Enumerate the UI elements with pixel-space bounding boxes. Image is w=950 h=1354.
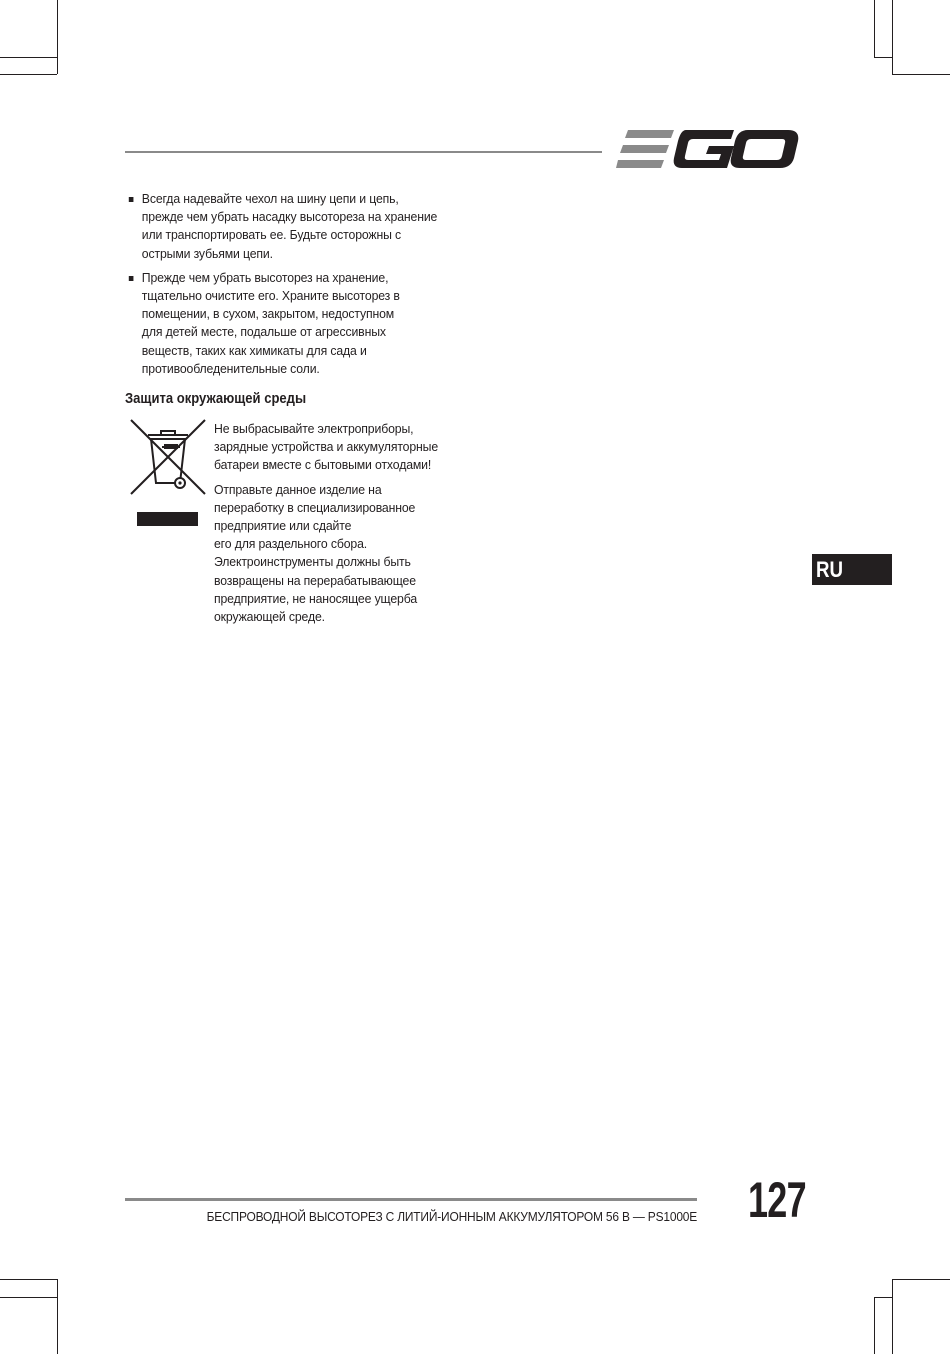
crop-mark: [892, 74, 950, 75]
section-title: Защита окружающей среды: [125, 391, 307, 407]
environment-text: [214, 420, 456, 632]
crop-mark: [874, 1297, 892, 1298]
crop-mark: [0, 1279, 57, 1280]
footer-rule: [125, 1198, 697, 1201]
ego-logo: [616, 128, 800, 172]
weee-crossed-bin-icon: [128, 417, 208, 529]
environment-recycling: Отправьте данное изделие на переработку в специализированное предприятие или сдайте его для раздельного сбора. Электроинструменты должны быть возвращены на перерабатывающее предприятие, не наносящее ущерба окружающей среде.: [214, 481, 418, 625]
crop-mark: [874, 0, 875, 57]
crop-mark: [874, 1297, 875, 1354]
footer-title: БЕСПРОВОДНОЙ ВЫСОТОРЕЗ С ЛИТИЙ-ИОННЫМ АККУМУЛЯТОРОМ 56 В — PS1000E: [206, 1209, 697, 1224]
crop-mark: [892, 1279, 950, 1280]
crop-mark: [57, 1279, 58, 1354]
crop-mark: [874, 57, 892, 58]
list-item: Всегда надевайте чехол на шину цепи и цепь, прежде чем убрать насадку высотореза на хранение или транспортировать ее. Будьте осторожны с острыми зубьями цепи.: [126, 190, 442, 263]
page-number: 127: [748, 1172, 806, 1228]
storage-instructions: [126, 190, 442, 384]
crop-mark: [892, 0, 893, 74]
language-tab: RU: [812, 554, 892, 585]
crop-mark: [892, 1279, 893, 1354]
crop-mark: [0, 1297, 57, 1298]
crop-mark: [57, 0, 58, 74]
environment-warning: Не выбрасывайте электроприборы, зарядные устройства и аккумуляторные батареи вместе с бытовыми отходами!: [214, 421, 439, 473]
header-rule: [125, 151, 602, 153]
crop-mark: [0, 57, 57, 58]
crop-mark: [0, 74, 57, 75]
list-item: Прежде чем убрать высоторез на хранение, тщательно очистите его. Храните высоторез в помещении, в сухом, закрытом, недоступном для детей месте, подальше от агрессивных веществ, таких как химикаты для сада и противообледенительные соли.: [126, 269, 442, 378]
